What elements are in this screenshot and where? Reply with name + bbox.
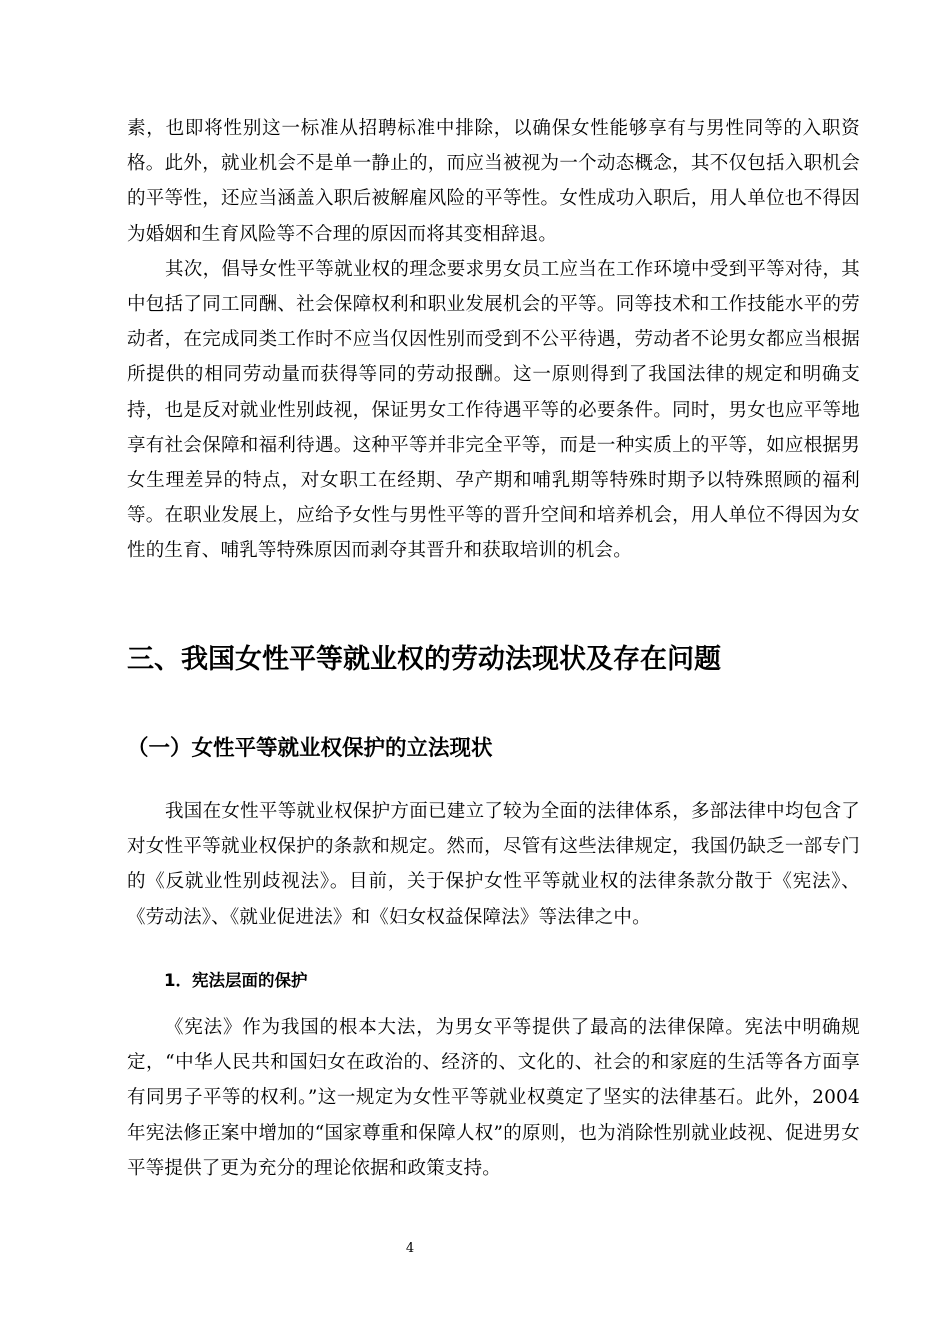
page-number: 4: [405, 1241, 415, 1256]
paragraph-constitution: 《宪法》作为我国的根本大法，为男女平等提供了最高的法律保障。宪法中明确规定，“中华人民共和国妇女在政治的、经济的、文化的、社会的和家庭的生活等各方面享有同男子平等的权利。”这一规定为女性平等就业权奠定了坚实的法律基石。此外，2004年宪法修正案中增加的“国家尊重和保障人权”的原则，也为消除性别就业歧视、促进男女平等提供了更为充分的理论依据和政策支持。: [127, 1017, 860, 1179]
subsection-heading: （一）女性平等就业权保护的立法现状: [127, 736, 493, 761]
item-heading: 1．宪法层面的保护: [164, 971, 308, 990]
paragraph-continuation: 素，也即将性别这一标准从招聘标准中排除，以确保女性能够享有与男性同等的入职资格。此外，就业机会不是单一静止的，而应当被视为一个动态概念，其不仅包括入职机会的平等性，还应当涵盖入职后被解雇风险的平等性。女性成功入职后，用人单位也不得因为婚姻和生育风险等不合理的原因而将其变相辞退。: [127, 118, 860, 245]
paragraph-equal-treatment: 其次，倡导女性平等就业权的理念要求男女员工应当在工作环境中受到平等对待，其中包括了同工同酬、社会保障权利和职业发展机会的平等。同等技术和工作技能水平的劳动者，在完成同类工作时不应当仅因性别而受到不公平待遇，劳动者不论男女都应当根据所提供的相同劳动量而获得等同的劳动报酬。这一原则得到了我国法律的规定和明确支持，也是反对就业性别歧视，保证男女工作待遇平等的必要条件。同时，男女也应平等地享有社会保障和福利待遇。这种平等并非完全平等，而是一种实质上的平等，如应根据男女生理差异的特点，对女职工在经期、孕产期和哺乳期等特殊时期予以特殊照顾的福利等。在职业发展上，应给予女性与男性平等的晋升空间和培养机会，用人单位不得因为女性的生育、哺乳等特殊原因而剥夺其晋升和获取培训的机会。: [127, 258, 860, 562]
intro-text-block: [127, 111, 860, 569]
subsection-text-block: [127, 794, 860, 935]
item-text-block: [127, 1010, 860, 1186]
section-heading: 三、我国女性平等就业权的劳动法现状及存在问题: [127, 644, 721, 675]
paragraph-legislation-status: 我国在女性平等就业权保护方面已建立了较为全面的法律体系，多部法律中均包含了对女性平等就业权保护的条款和规定。然而，尽管有这些法律规定，我国仍缺乏一部专门的《反就业性别歧视法》。目前，关于保护女性平等就业权的法律条款分散于《宪法》、《劳动法》、《就业促进法》和《妇女权益保障法》等法律之中。: [127, 801, 860, 928]
